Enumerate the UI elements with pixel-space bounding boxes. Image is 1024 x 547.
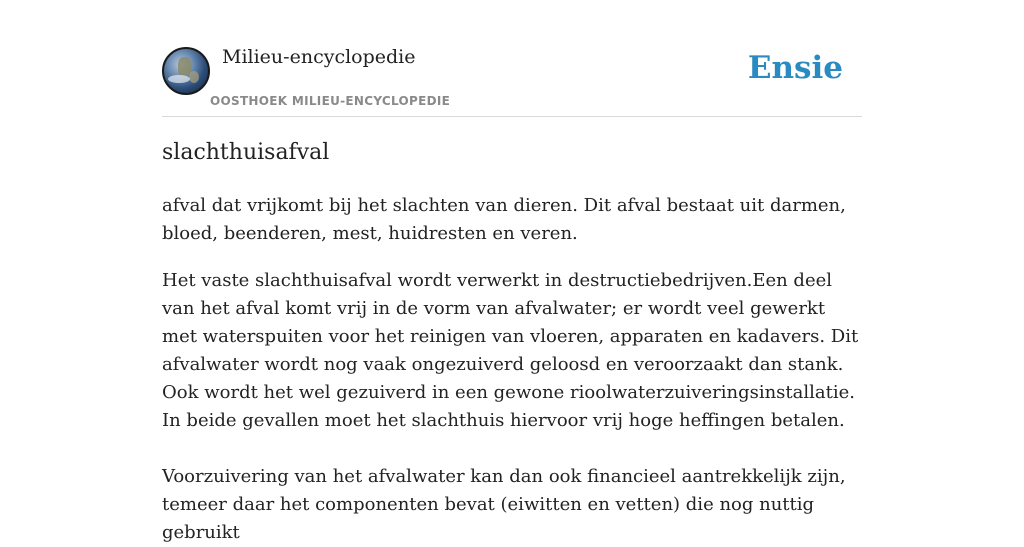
earth-globe-icon[interactable]	[162, 47, 210, 95]
page	[162, 0, 862, 543]
site-subtitle: OOSTHOEK MILIEU-ENCYCLOPEDIE	[210, 94, 451, 108]
site-name-link[interactable]: Milieu-encyclopedie	[222, 46, 416, 68]
article-paragraph: Voorzuivering van het afvalwater kan dan ook financieel aantrekkelijk zijn, temeer daar het componenten bevat (eiwitten en vetten) die nog nuttig gebruikt	[162, 466, 846, 543]
paragraph-spacer	[162, 435, 862, 463]
article-title: slachthuisafval	[162, 140, 330, 165]
article-paragraph: afval dat vrijkomt bij het slachten van dieren. Dit afval bestaat uit darmen, bloed, beenderen, mest, huidresten en veren.	[162, 195, 846, 244]
globe-land-shape	[189, 71, 199, 83]
article-body	[162, 192, 862, 547]
globe-cloud-shape	[168, 75, 190, 83]
ensie-logo-link[interactable]: Ensie	[747, 50, 843, 86]
site-header	[162, 0, 862, 117]
article-paragraph: Het vaste slachthuisafval wordt verwerkt in destructiebedrijven.Een deel van het afval komt vrij in de vorm van afvalwater; er wordt veel gewerkt met waterspuiten voor het reinigen van vloeren, apparaten en kadavers. Dit afvalwater wordt nog vaak ongezuiverd geloosd en veroorzaakt dan stank. Ook wordt het wel gezuiverd in een gewone rioolwaterzuiveringsinstallatie. In beide gevallen moet het slachthuis hiervoor vrij hoge heffingen betalen.	[162, 270, 859, 431]
